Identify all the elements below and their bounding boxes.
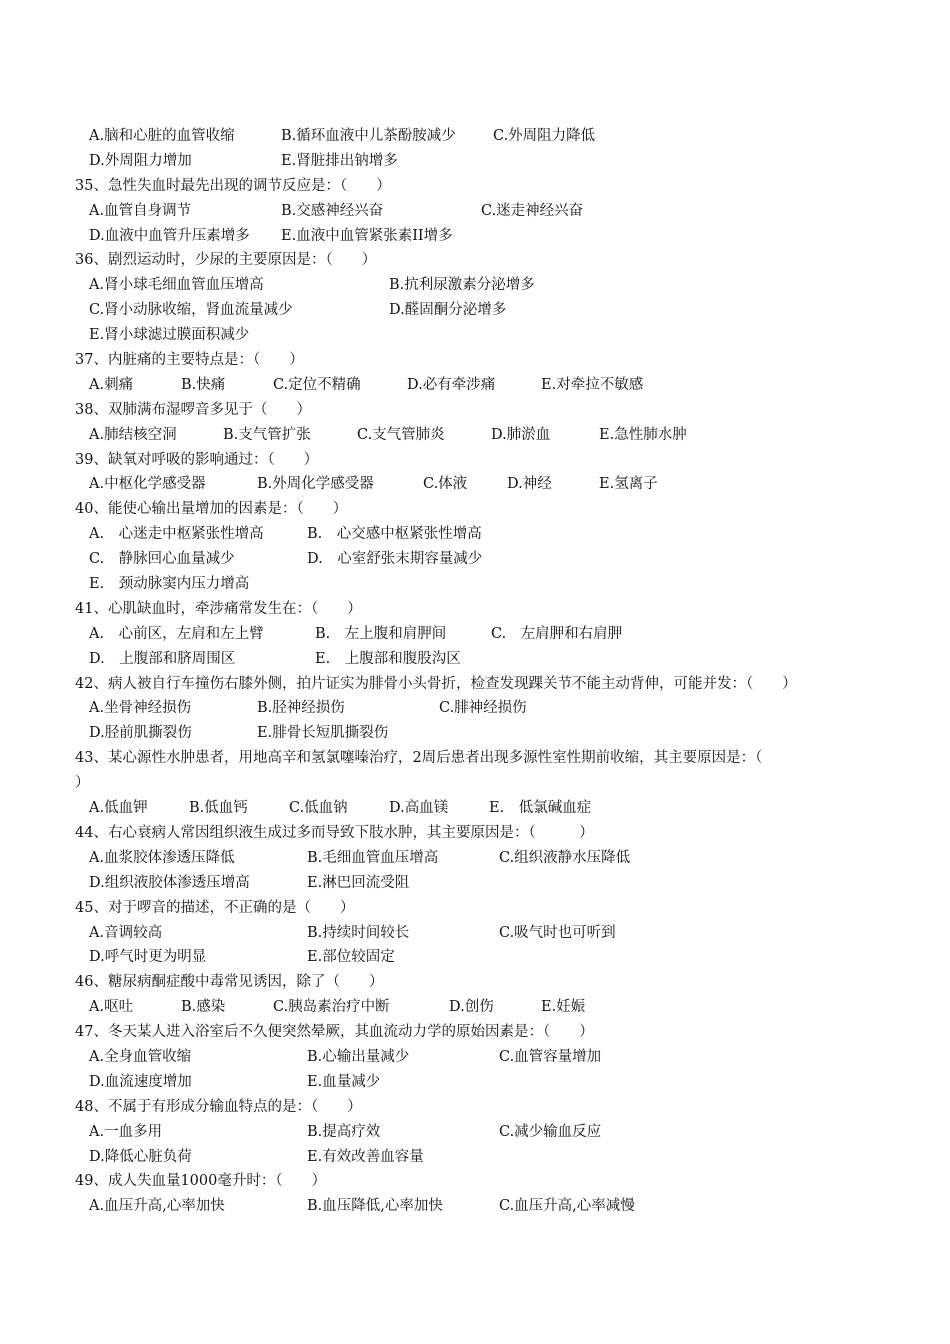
answer-option: D. 上腹部和脐周围区 <box>89 650 236 667</box>
option-row <box>75 522 875 547</box>
answer-option: D.血液中血管升压素增多 <box>89 227 250 244</box>
option-row <box>75 945 875 970</box>
answer-option: A.血浆胶体渗透压降低 <box>89 849 235 866</box>
option-row <box>75 273 875 298</box>
answer-option: E.淋巴回流受阻 <box>307 874 410 891</box>
answer-option: C.胰岛素治疗中断 <box>273 999 390 1016</box>
question-text: 36、剧烈运动时，少尿的主要原因是：（ ） <box>75 252 377 269</box>
option-row <box>75 472 875 497</box>
answer-option: B.提高疗效 <box>307 1123 381 1140</box>
answer-option: D.胫前肌撕裂伤 <box>89 725 192 742</box>
option-row <box>75 796 875 821</box>
question-text: 44、右心衰病人常因组织液生成过多而导致下肢水肿，其主要原因是：（ ） <box>75 824 594 841</box>
option-row <box>75 423 875 448</box>
answer-option: A.坐骨神经损伤 <box>89 700 192 717</box>
answer-option: A. 心前区，左肩和左上臂 <box>89 625 264 642</box>
option-row <box>75 323 875 348</box>
answer-option: C.体液 <box>423 476 468 493</box>
question-text: 43、某心源性水肿患者，用地高辛和氢氯噻嗪治疗，2周后患者出现多源性室性期前收缩，其主要原因是：（ <box>75 750 763 767</box>
answer-option: E.氢离子 <box>599 476 658 493</box>
answer-option: C. 静脉回心血量减少 <box>89 551 235 568</box>
answer-option: B.抗利尿激素分泌增多 <box>389 277 535 294</box>
answer-option: B.支气管扩张 <box>223 426 311 443</box>
answer-option: B.外周化学感受器 <box>257 476 374 493</box>
option-row <box>75 995 875 1020</box>
option-row <box>75 647 875 672</box>
answer-option: C.血压升高,心率减慢 <box>499 1198 635 1215</box>
answer-option: B.低血钙 <box>189 800 248 817</box>
option-row <box>75 721 875 746</box>
question-text: ） <box>75 775 90 792</box>
question-text: 42、病人被自行车撞伤右膝外侧，拍片证实为腓骨小头骨折，检查发现踝关节不能主动背伸，可能并发：（ ） <box>75 675 797 692</box>
answer-option: A.刺痛 <box>89 376 134 393</box>
question-text: 47、冬天某人进入浴室后不久便突然晕厥，其血流动力学的原始因素是：（ ） <box>75 1024 594 1041</box>
option-row <box>75 547 875 572</box>
answer-option: C.外周阻力降低 <box>493 128 596 144</box>
answer-option: D.血流速度增加 <box>89 1073 192 1090</box>
answer-option: D.创伤 <box>449 999 494 1016</box>
answer-option: A. 心迷走中枢紧张性增高 <box>89 526 264 543</box>
answer-option: E.急性肺水肿 <box>599 426 687 443</box>
answer-option: B.交感神经兴奋 <box>281 202 384 219</box>
answer-option: B.循环血液中儿茶酚胺减少 <box>281 128 456 144</box>
answer-option: D.组织液胶体渗透压增高 <box>89 874 250 891</box>
answer-option: E.对牵拉不敏感 <box>541 376 644 393</box>
answer-option: C.减少输血反应 <box>499 1123 602 1140</box>
answer-option: E.部位较固定 <box>307 949 395 966</box>
option-row <box>75 224 875 249</box>
answer-option: E.腓骨长短肌撕裂伤 <box>257 725 389 742</box>
answer-option: D.肺淤血 <box>491 426 551 443</box>
question-text: 35、急性失血时最先出现的调节反应是：（ ） <box>75 177 391 194</box>
answer-option: A.低血钾 <box>89 800 148 817</box>
answer-option: D.醛固酮分泌增多 <box>389 302 507 319</box>
answer-option: B.胫神经损伤 <box>257 700 345 717</box>
option-row <box>75 124 875 149</box>
answer-option: B.毛细血管血压增高 <box>307 849 439 866</box>
answer-option: A.呕吐 <box>89 999 134 1016</box>
answer-option: C.迷走神经兴奋 <box>481 202 584 219</box>
answer-option: A.脑和心脏的血管收缩 <box>89 128 235 144</box>
answer-option: C.腓神经损伤 <box>439 700 527 717</box>
answer-option: B.感染 <box>181 999 226 1016</box>
answer-option: D.呼气时更为明显 <box>89 949 207 966</box>
answer-option: C.肾小动脉收缩，肾血流量减少 <box>89 302 293 319</box>
answer-option: B.持续时间较长 <box>307 924 410 941</box>
option-row <box>75 1120 875 1145</box>
option-row <box>75 846 875 871</box>
option-row <box>75 1070 875 1095</box>
question-text: 49、成人失血量1000毫升时：（ ） <box>75 1173 327 1190</box>
answer-option: B.心输出量减少 <box>307 1048 410 1065</box>
question-text: 46、糖尿病酮症酸中毒常见诱因，除了（ ） <box>75 974 384 991</box>
question-text: 38、双肺满布湿啰音多见于（ ） <box>75 401 311 418</box>
answer-option: B.血压降低,心率加快 <box>307 1198 443 1215</box>
answer-option: A.肾小球毛细血管血压增高 <box>89 277 264 294</box>
answer-option: D.神经 <box>507 476 552 493</box>
answer-option: C.低血钠 <box>289 800 348 817</box>
answer-option: C.组织液静水压降低 <box>499 849 631 866</box>
answer-option: E.有效改善血容量 <box>307 1148 424 1165</box>
option-row <box>75 622 875 647</box>
answer-option: B.快痛 <box>181 376 226 393</box>
answer-option: E. 上腹部和腹股沟区 <box>315 650 461 667</box>
answer-option: D.降低心脏负荷 <box>89 1148 192 1165</box>
question-text: 41、心肌缺血时，牵涉痛常发生在：（ ） <box>75 600 362 617</box>
answer-option: E. 低氯碱血症 <box>489 800 592 817</box>
option-row <box>75 871 875 896</box>
answer-option: D.必有牵涉痛 <box>407 376 496 393</box>
answer-option: A.肺结核空洞 <box>89 426 177 443</box>
option-row <box>75 1045 875 1070</box>
answer-option: C.吸气时也可听到 <box>499 924 616 941</box>
option-row <box>75 199 875 224</box>
question-text: 45、对于啰音的描述，不正确的是（ ） <box>75 899 355 916</box>
answer-option: E. 颈动脉窦内压力增高 <box>89 576 250 593</box>
answer-option: D.外周阻力增加 <box>89 152 192 169</box>
option-row <box>75 373 875 398</box>
answer-option: E.妊娠 <box>541 999 586 1016</box>
question-text: 37、内脏痛的主要特点是：（ ） <box>75 352 304 369</box>
answer-option: C.支气管肺炎 <box>357 426 445 443</box>
answer-option: C.定位不精确 <box>273 376 361 393</box>
option-row <box>75 1194 875 1219</box>
answer-option: E.血液中血管紧张素II增多 <box>281 227 453 244</box>
question-text: 39、缺氧对呼吸的影响通过：（ ） <box>75 451 319 468</box>
answer-option: A.音调较高 <box>89 924 163 941</box>
answer-option: D.高血镁 <box>389 800 449 817</box>
answer-option: A.一血多用 <box>89 1123 163 1140</box>
answer-option: B. 心交感中枢紧张性增高 <box>307 526 482 543</box>
answer-option: A.全身血管收缩 <box>89 1048 192 1065</box>
option-row <box>75 921 875 946</box>
answer-option: E.血量减少 <box>307 1073 381 1090</box>
option-row <box>75 1145 875 1170</box>
answer-option: C. 左肩胛和右肩胛 <box>491 625 623 642</box>
answer-option: A.中枢化学感受器 <box>89 476 206 493</box>
answer-option: B. 左上腹和肩胛间 <box>315 625 447 642</box>
answer-option: A.血压升高,心率加快 <box>89 1198 225 1215</box>
question-list <box>75 124 875 1219</box>
answer-option: A.血管自身调节 <box>89 202 192 219</box>
answer-option: C.血管容量增加 <box>499 1048 602 1065</box>
answer-option: E.肾脏排出钠增多 <box>281 152 398 169</box>
option-row <box>75 298 875 323</box>
answer-option: E.肾小球滤过膜面积减少 <box>89 327 250 344</box>
option-row <box>75 149 875 174</box>
answer-option: D. 心室舒张末期容量减少 <box>307 551 483 568</box>
question-text: 48、不属于有形成分输血特点的是：（ ） <box>75 1098 362 1115</box>
option-row <box>75 696 875 721</box>
option-row <box>75 572 875 597</box>
question-text: 40、能使心输出量增加的因素是：（ ） <box>75 501 348 518</box>
